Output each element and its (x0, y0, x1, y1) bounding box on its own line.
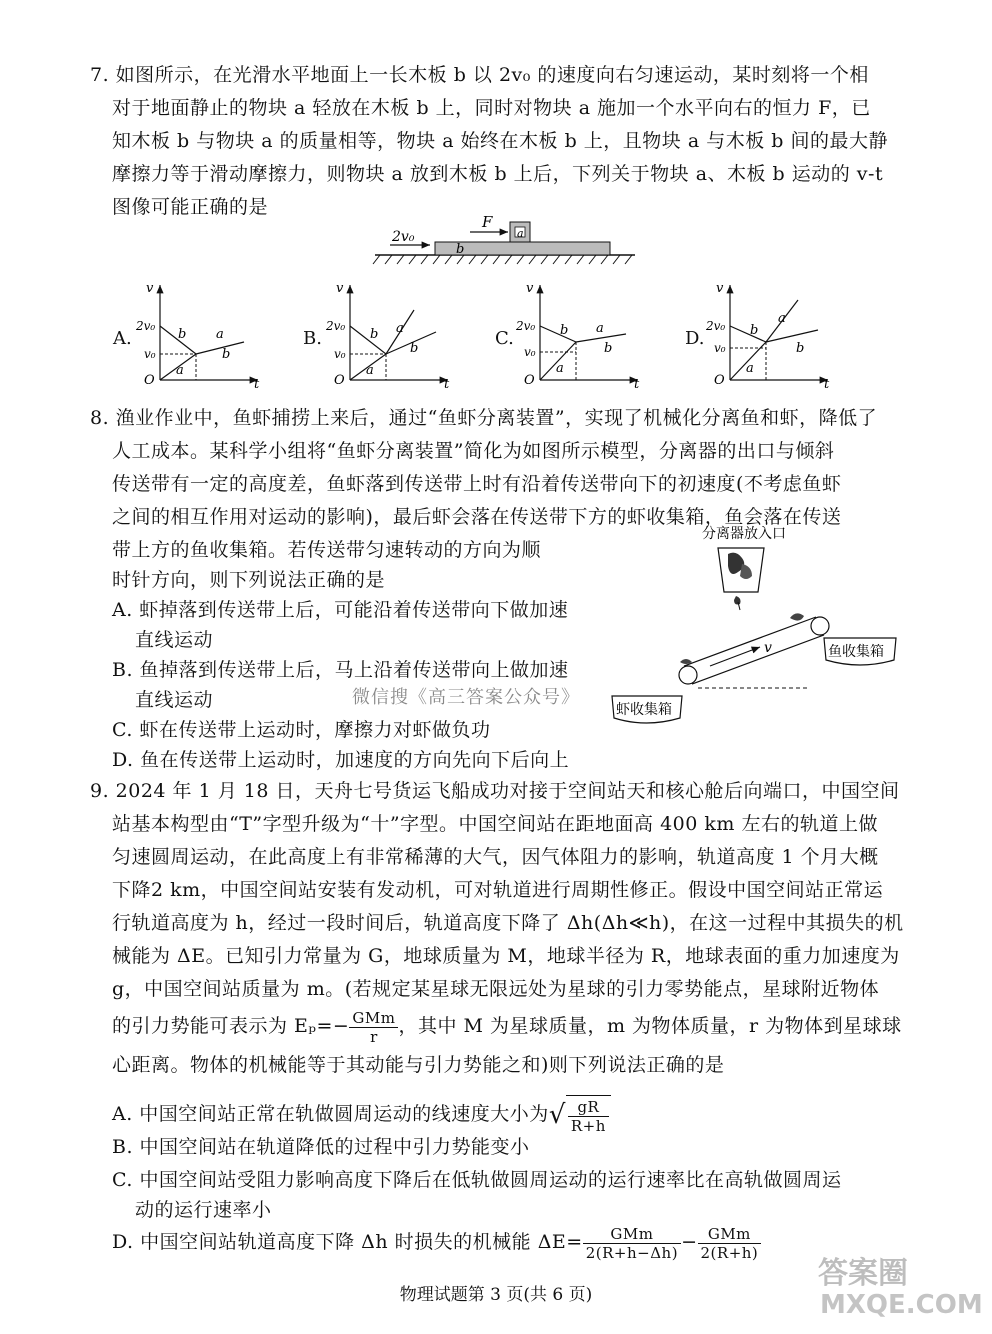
q7-c-origin: O (524, 373, 535, 388)
q7-line-1: 7. 如图所示，在光滑水平地面上一长木板 b 以 2v₀ 的速度向右匀速运动，某时刻将一个相 (90, 64, 869, 86)
q7-b-v0: v₀ (334, 347, 346, 361)
q8-line-5: 带上方的鱼收集箱。若传送带匀速转动的方向为顺 (112, 539, 542, 561)
q8-option-a[interactable]: A. 虾掉落到传送带上后，可能沿着传送带向下做加速 (112, 599, 569, 621)
q8-line-3: 传送带有一定的高度差，鱼虾落到传送带上时有沿着传送带向下的初速度(不考虑鱼虾 (112, 473, 842, 495)
q7-option-b-label[interactable]: B. (303, 328, 322, 349)
q8-line-2: 人工成本。某科学小组将“鱼虾分离装置”简化为如图所示模型，分离器的出口与倾斜 (112, 440, 835, 462)
q8-line-1: 8. 渔业作业中，鱼虾捕捞上来后，通过“鱼虾分离装置”，实现了机械化分离鱼和虾，降低了 (90, 407, 878, 429)
q7-line-5: 图像可能正确的是 (112, 196, 269, 218)
q7-d-a-lower: a (746, 361, 754, 376)
q8-shrimp-box-label: 虾收集箱 (616, 702, 672, 718)
q8-option-d[interactable]: D. 鱼在传送带上运动时，加速度的方向先向下后向上 (112, 749, 570, 771)
q7-graph-b (326, 280, 456, 388)
q7-option-a-label[interactable]: A. (113, 328, 132, 349)
q9-line-9: 心距离。物体的机械能等于其动能与引力势能之和)则下列说法正确的是 (112, 1054, 725, 1076)
q9-ep-fraction (349, 1009, 398, 1046)
q7-d-v0: v₀ (714, 341, 726, 355)
q8-option-b[interactable]: B. 鱼掉落到传送带上后，马上沿着传送带向上做加速 (112, 659, 569, 681)
q7-graph-a (136, 280, 266, 388)
q7-fig-a-label: a (517, 227, 524, 240)
q9-option-d-num2: GMm (698, 1225, 762, 1244)
q7-b-2v0: 2v₀ (326, 319, 346, 333)
q7-b-b-upper: b (370, 327, 379, 342)
q9-option-d-minus: − (681, 1231, 698, 1253)
q7-a-b-right: b (222, 347, 231, 362)
q7-c-v0: v₀ (524, 345, 536, 359)
q7-c-b-upper: b (560, 323, 569, 338)
q9-line-8 (112, 1006, 902, 1046)
q7-fig-f-label: F (482, 213, 493, 231)
q8-option-b-cont: 直线运动 (135, 689, 214, 711)
brand-logo-url: MXQE.COM (820, 1290, 983, 1320)
q7-c-axis-t: t (634, 377, 640, 388)
q7-b-b-right: b (410, 341, 419, 356)
page-footer: 物理试题第 3 页(共 6 页) (399, 1285, 593, 1305)
q7-a-b-upper: b (178, 327, 187, 342)
q9-option-d-den1: 2(R+h−Δh) (585, 1243, 679, 1262)
q7-c-2v0: 2v₀ (516, 319, 536, 333)
q9-option-c-cont: 动的运行速率小 (135, 1199, 272, 1221)
q7-b-origin: O (334, 373, 345, 388)
q7-d-b-right: b (796, 341, 805, 356)
q8-v-label: v (764, 640, 772, 656)
q9-option-d-den2: 2(R+h) (700, 1243, 759, 1262)
q7-fig-b-label: b (456, 242, 465, 257)
q9-option-a-sqrt (566, 1095, 611, 1136)
q7-b-axis-t: t (444, 377, 450, 388)
q9-ep-den: r (370, 1027, 378, 1046)
q8-line-6: 时针方向，则下列说法正确的是 (112, 569, 386, 591)
q7-a-2v0: 2v₀ (136, 319, 156, 333)
q9-option-a[interactable]: A. 中国空间站正常在轨做圆周运动的线速度大小为√ $\frac{gR}{R+h}$ (112, 1094, 611, 1136)
q7-b-axis-v: v (336, 281, 344, 296)
q7-b-a-lower: a (366, 363, 374, 378)
q7-graph-c (516, 280, 646, 388)
q7-a-v0: v₀ (144, 347, 156, 361)
q7-d-axis-v: v (716, 281, 724, 296)
q8-inlet-label: 分离器放入口 (702, 526, 786, 542)
q9-line-4: 下降2 km，中国空间站安装有发动机，可对轨道进行周期性修正。假设中国空间站正常运 (112, 879, 884, 901)
q7-d-axis-t: t (824, 377, 830, 388)
q9-option-b[interactable]: B. 中国空间站在轨道降低的过程中引力势能变小 (112, 1136, 530, 1158)
q9-ep-num: GMm (349, 1009, 398, 1028)
q9-line-8-pre: 的引力势能可表示为 Eₚ=− (112, 1015, 350, 1037)
q9-option-a-num: gR (568, 1098, 609, 1117)
q9-line-5: 行轨道高度为 h，经过一段时间后，轨道高度下降了 Δh(Δh≪h)，在这一过程中其损失的机 (112, 912, 904, 934)
q9-line-8-post: ，其中 M 为星球质量，m 为物体质量，r 为物体到星球球 (398, 1015, 902, 1037)
q7-c-a-lower: a (556, 361, 564, 376)
q9-line-6: 械能为 ΔE。已知引力常量为 G，地球质量为 M，地球半径为 R，地球表面的重力加速度为 (112, 945, 900, 967)
watermark-text: 微信搜《高三答案公众号》 (352, 687, 580, 708)
q9-option-d-num1: GMm (583, 1225, 681, 1244)
q9-option-a-den: R+h (570, 1117, 606, 1135)
q9-option-d-text: D. 中国空间站轨道高度下降 Δh 时损失的机械能 ΔE= (112, 1231, 583, 1253)
q9-option-c[interactable]: C. 中国空间站受阻力影响高度下降后在低轨做圆周运动的运行速率比在高轨做圆周运 (112, 1169, 842, 1191)
q7-d-b-upper: b (750, 323, 759, 338)
q7-b-a-right: a (396, 321, 404, 336)
q7-c-a-right: a (596, 321, 604, 336)
q7-option-d-label[interactable]: D. (685, 328, 705, 349)
q7-a-axis-t: t (254, 377, 260, 388)
q8-option-c[interactable]: C. 虾在传送带上运动时，摩擦力对虾做负功 (112, 719, 491, 741)
q7-a-a-right: a (216, 327, 224, 342)
q9-line-7: g，中国空间站质量为 m。(若规定某星球无限远处为星球的引力零势能点，星球附近物体 (112, 978, 880, 1000)
q7-graph-d (706, 280, 836, 388)
q7-a-a-lower: a (176, 363, 184, 378)
q7-line-4: 摩擦力等于滑动摩擦力，则物块 a 放到木板 b 上后，下列关于物块 a、木板 b 运动的 v-t (112, 163, 884, 185)
q8-line-4: 之间的相互作用对运动的影响)，最后虾会落在传送带下方的虾收集箱，鱼会落在传送 (112, 506, 842, 528)
brand-logo-text: 答案圈 (818, 1256, 908, 1291)
q8-fish-box-label: 鱼收集箱 (828, 644, 884, 660)
q8-option-a-cont: 直线运动 (135, 629, 214, 651)
q9-option-d[interactable] (112, 1222, 761, 1262)
q7-a-origin: O (144, 373, 155, 388)
q9-line-3: 匀速圆周运动，在此高度上有非常稀薄的大气，因气体阻力的影响，轨道高度 1 个月大概 (112, 846, 879, 868)
q9-line-2: 站基本构型由“T”字型升级为“十”字型。中国空间站在距地面高 400 km 左右的轨道上做 (112, 813, 878, 835)
q7-option-c-label[interactable]: C. (495, 328, 514, 349)
q7-a-axis-v: v (146, 281, 154, 296)
q7-line-3: 知木板 b 与物块 a 的质量相等，物块 a 始终在木板 b 上，且物块 a 与木板 b 间的最大静 (112, 130, 888, 152)
q7-c-b-right: b (604, 341, 613, 356)
q7-d-2v0: 2v₀ (706, 319, 726, 333)
q7-line-2: 对于地面静止的物块 a 轻放在木板 b 上，同时对物块 a 施加一个水平向右的恒力 F，已 (112, 97, 871, 119)
q7-fig-v-label: 2v₀ (392, 229, 415, 245)
q7-c-axis-v: v (526, 281, 534, 296)
q8-conveyor-figure (610, 520, 900, 732)
q9-line-1: 9. 2024 年 1 月 18 日，天舟七号货运飞船成功对接于空间站天和核心舱后向端口，中国空间 (90, 780, 900, 802)
q7-d-a-right: a (778, 311, 786, 326)
q9-option-a-text: A. 中国空间站正常在轨做圆周运动的线速度大小为 (112, 1103, 549, 1125)
q7-d-origin: O (714, 373, 725, 388)
